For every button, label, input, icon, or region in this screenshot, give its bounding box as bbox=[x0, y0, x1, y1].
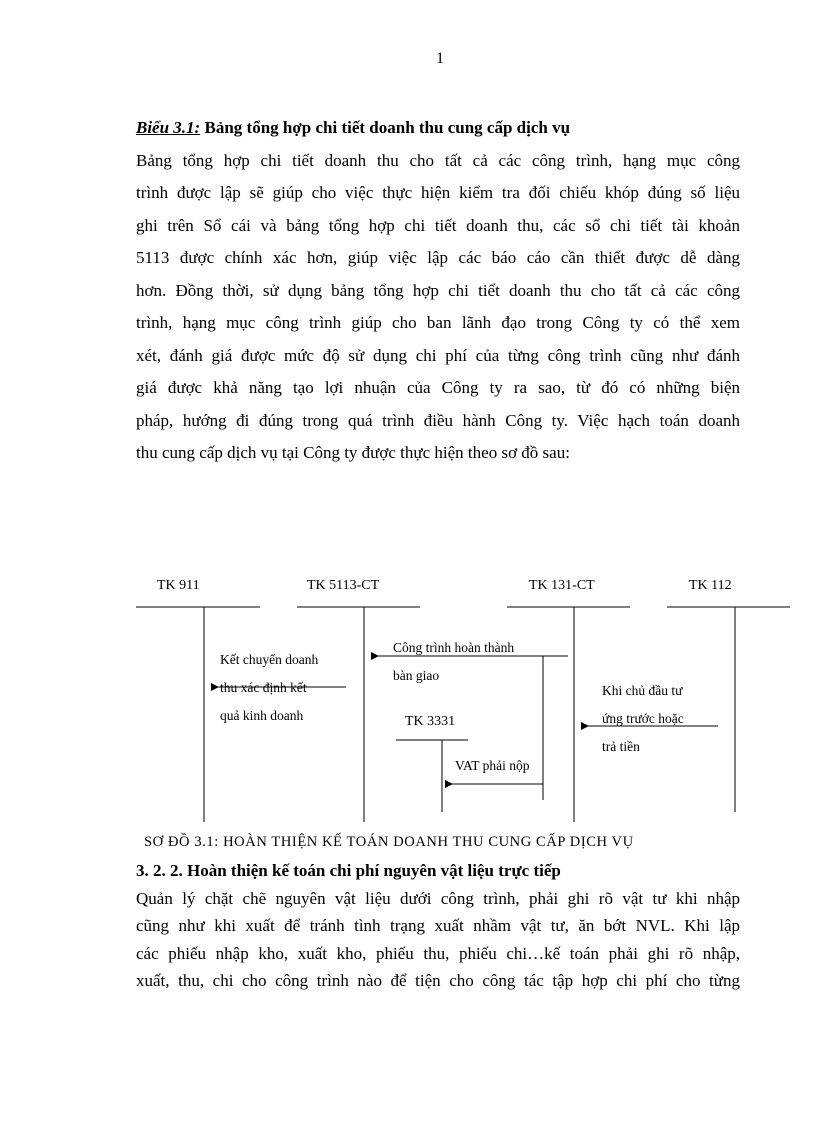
text-line: cũng như khi xuất để tránh tình trạng xuất nhầm vật tư, ăn bớt NVL. Khi lập bbox=[136, 916, 740, 935]
note-ket-chuyen bbox=[220, 646, 318, 730]
paragraph bbox=[136, 145, 740, 470]
text-line: thu cung cấp dịch vụ tại Công ty được thực hiện theo sơ đồ sau: bbox=[136, 443, 570, 462]
accounting-flow-diagram bbox=[0, 560, 816, 830]
page-number: 1 bbox=[436, 50, 444, 67]
text-line: giá được khả năng tạo lợi nhuận của Công ty ra sao, từ đó có những biện bbox=[136, 378, 740, 397]
note-vat: VAT phải nộp bbox=[455, 758, 530, 773]
text-line: ghi trên Sổ cái và bảng tổng hợp chi tiết doanh thu, các sổ chi tiết tài khoản bbox=[136, 215, 740, 235]
heading-title: Bảng tổng hợp chi tiết doanh thu cung cấp dịch vụ bbox=[200, 118, 571, 137]
text-line: trình, hạng mục công trình giúp cho ban lãnh đạo trong Công ty có thể xem bbox=[136, 313, 740, 332]
heading-label: Biểu 3.1: bbox=[136, 118, 201, 137]
account-label-112: TK 112 bbox=[689, 578, 732, 593]
section-revenue-summary bbox=[136, 112, 740, 470]
note-line: quả kinh doanh bbox=[220, 708, 304, 723]
text-line: các phiếu nhập kho, xuất kho, phiếu thu, phiếu chi…kế toán phải ghi rõ nhập, bbox=[136, 943, 740, 963]
text-line: xét, đánh giá được mức độ sử dụng chi phí của từng công trình cũng như đánh bbox=[136, 345, 740, 365]
account-label-131: TK 131-CT bbox=[529, 578, 595, 593]
note-line: ứng trước hoặc bbox=[602, 711, 684, 726]
section-material-cost bbox=[136, 857, 740, 995]
note-cong-trinh bbox=[393, 634, 514, 690]
text-line: trình được lập sẽ giúp cho việc thực hiện kiểm tra đối chiếu khóp đúng số liệu bbox=[136, 183, 740, 202]
text-line: 5113 được chính xác hơn, giúp việc lập các báo cáo cần thiết được dễ dàng bbox=[136, 248, 740, 267]
section-heading: 3. 2. 2. Hoàn thiện kế toán chi phí nguyên vật liệu trực tiếp bbox=[136, 861, 561, 880]
paragraph bbox=[136, 885, 740, 995]
text-line: hơn. Đồng thời, sử dụng bảng tổng hợp chi tiết doanh thu cho tất cả các công bbox=[136, 280, 740, 300]
diagram-lines bbox=[0, 560, 816, 830]
diagram-title: SƠ ĐỒ 3.1: HOÀN THIỆN KẾ TOÁN DOANH THU CUNG CẤP DỊCH VỤ bbox=[144, 834, 634, 850]
text-line: Quản lý chặt chẽ nguyên vật liệu dưới công trình, phải ghi rõ vật tư khi nhập bbox=[136, 888, 740, 908]
account-label-3331: TK 3331 bbox=[405, 714, 456, 729]
note-line: Khi chủ đầu tư bbox=[602, 683, 683, 698]
note-line: Công trình hoàn thành bbox=[393, 640, 515, 655]
section-heading bbox=[136, 112, 740, 145]
account-label-5113: TK 5113-CT bbox=[307, 578, 380, 593]
note-line: bàn giao bbox=[393, 668, 440, 683]
account-label-911: TK 911 bbox=[157, 578, 200, 593]
note-line: Kết chuyển doanh bbox=[220, 652, 319, 667]
note-line: thu xác định kết bbox=[220, 680, 307, 695]
note-chu-dau-tu bbox=[602, 677, 684, 761]
text-line: pháp, hướng đi đúng trong quá trình điều hành Công ty. Việc hạch toán doanh bbox=[136, 410, 740, 430]
text-line: Bảng tổng hợp chi tiết doanh thu cho tất cả các công trình, hạng mục công bbox=[136, 150, 740, 170]
text-line: xuất, thu, chi cho công trình nào để tiện cho công tác tập hợp chi phí cho từng bbox=[136, 971, 740, 990]
note-line: trả tiền bbox=[602, 739, 640, 754]
